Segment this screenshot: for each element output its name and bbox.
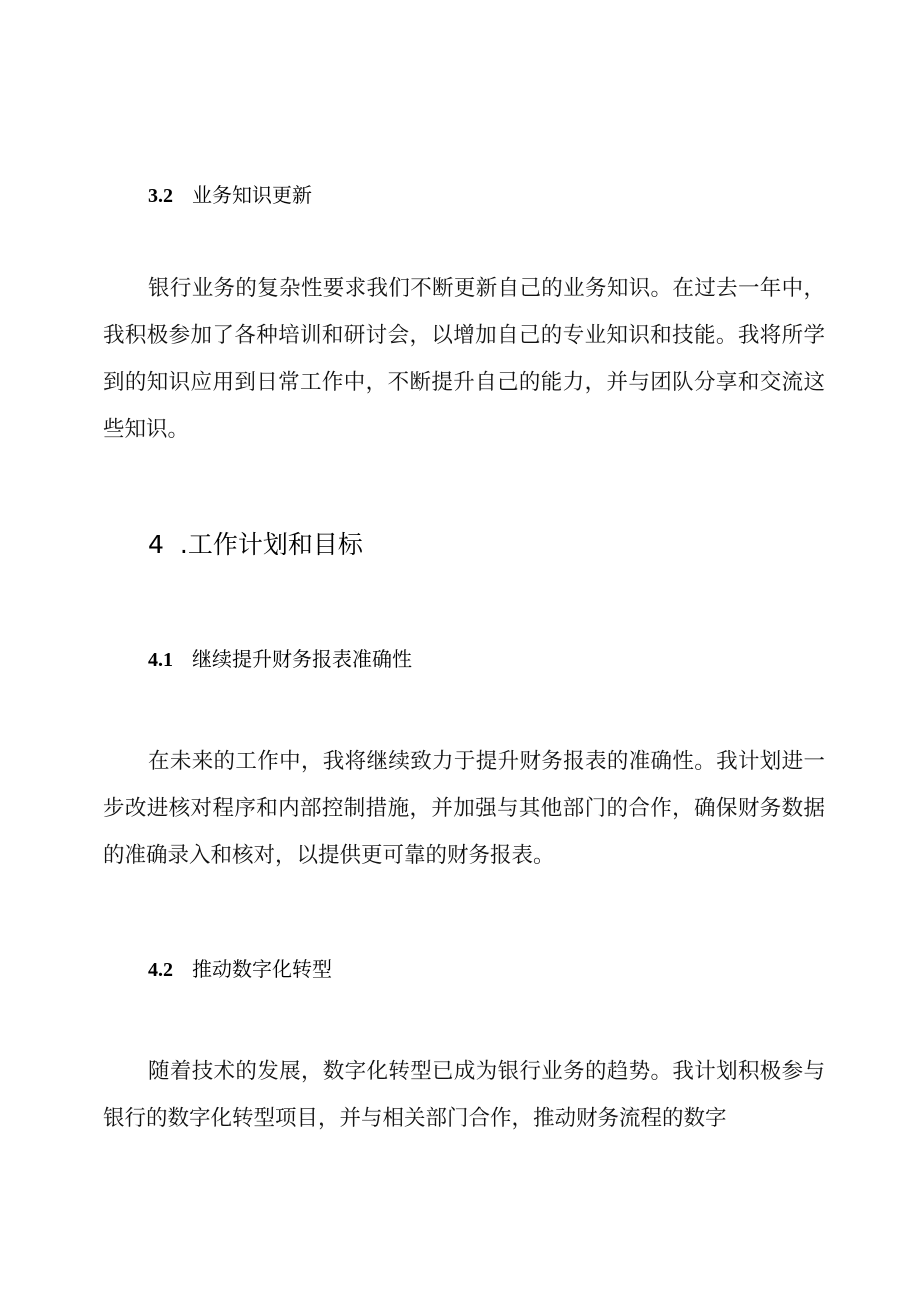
chapter-title: .工作计划和目标	[179, 530, 363, 559]
section-heading-4-2	[148, 955, 332, 984]
section-heading-4-1	[148, 645, 412, 674]
section-paragraph-4-2: 随着技术的发展，数字化转型已成为银行业务的趋势。我计划积极参与银行的数字化转型项目，并与相关部门合作，推动财务流程的数字	[103, 1059, 825, 1131]
section-paragraph-4-1: 在未来的工作中，我将继续致力于提升财务报表的准确性。我计划进一步改进核对程序和内部控制措施，并加强与其他部门的合作，确保财务数据的准确录入和核对，以提供更可靠的财务报表。	[103, 749, 825, 868]
section-heading-3-2	[148, 181, 312, 210]
chapter-number: 4	[148, 530, 164, 559]
section-title: 继续提升财务报表准确性	[192, 647, 412, 671]
chapter-heading-4	[148, 528, 363, 562]
section-number: 3.2	[148, 185, 173, 207]
section-number: 4.1	[148, 649, 173, 671]
section-title: 业务知识更新	[192, 183, 312, 207]
section-number: 4.2	[148, 959, 173, 981]
section-title: 推动数字化转型	[192, 957, 332, 981]
section-paragraph-3-2: 银行业务的复杂性要求我们不断更新自己的业务知识。在过去一年中，我积极参加了各种培训和研讨会，以增加自己的专业知识和技能。我将所学到的知识应用到日常工作中，不断提升自己的能力，并与团队分享和交流这些知识。	[103, 276, 825, 442]
